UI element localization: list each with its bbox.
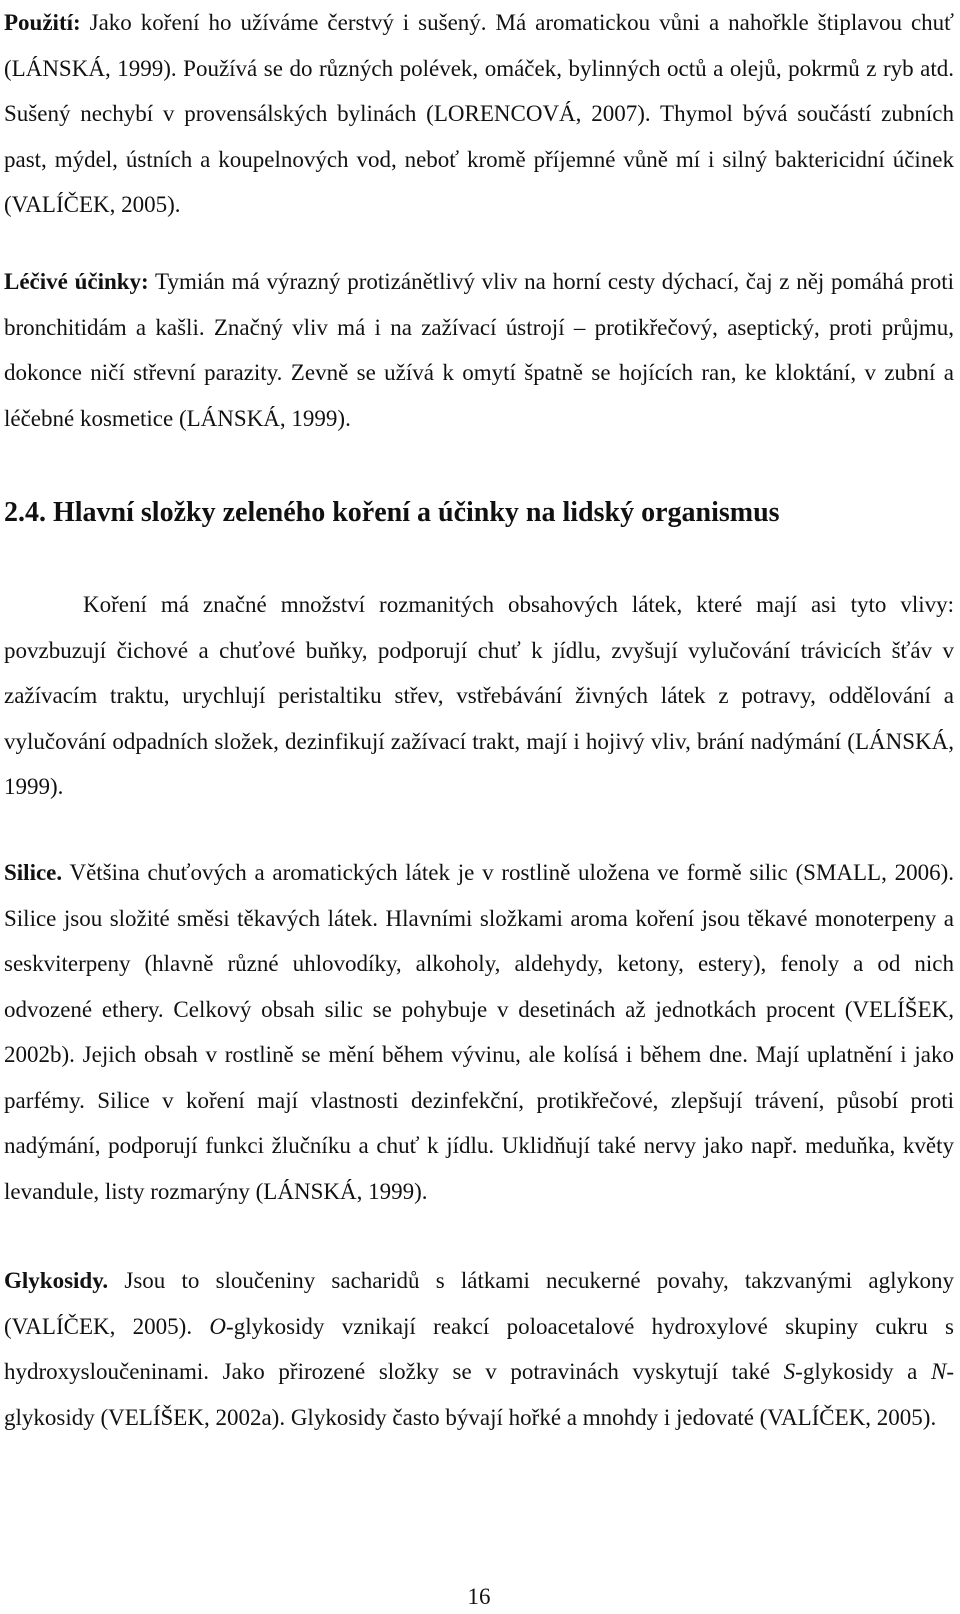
paragraph-text: Většina chuťových a aromatických látek je v rostlině uložena ve formě silic (SMALL, 2006). Silice jsou složité směsi těkavých látek. Hlavními složkami aroma koření jsou těkavé monoterpeny a seskviterpeny (hlavně různé uhlovodíky, alkoholy, aldehydy, ketony, estery), fenoly a od nich odvozené ethery. Celkový obsah silic se pohybuje v desetinách až jednotkách procent (VELÍŠEK, 2002b). Jejich obsah v rostlině se mění během vývinu, ale kolísá i během dne. Mají uplatnění i jako parfémy. Silice v koření mají vlastnosti dezinfekční, protikřečové, zlepšují trávení, působí proti nadýmání, podporují funkci žlučníku a chuť k jídlu. Uklidňují také nervy jako např. meduňka, květy levandule, listy rozmarýny (LÁNSKÁ, 1999). [4,860,954,1204]
paragraph-text: Jsou to sloučeniny sacharidů s látkami necukerné povahy, takzvanými aglykony (VALÍČEK, 2005). [4,1268,954,1339]
paragraph-lecive-ucinky [4,259,954,441]
section-heading: 2.4. Hlavní složky zeleného koření a účinky na lidský organismus [4,497,780,528]
paragraph-text: -glykosidy vznikají reakcí poloacetalové hydroxylové skupiny cukru s hydroxysloučeninami. Jako přirozené složky se v potravinách vyskytují také [4,1313,954,1384]
paragraph-text: -glykosidy a [795,1359,931,1384]
paragraph-label: Použití: [4,10,81,35]
paragraph-pouziti [4,0,954,228]
paragraph-label: Glykosidy. [4,1268,109,1293]
paragraph-text: -glykosidy (VELÍŠEK, 2002a). Glykosidy často bývají hořké a mnohdy i jedovaté (VALÍČEK, 2005). [4,1359,954,1430]
italic-prefix: S [783,1359,796,1384]
italic-prefix: N [930,1359,947,1384]
document-page [4,0,954,1614]
italic-prefix: O [209,1313,227,1339]
paragraph-label: Léčivé účinky: [4,269,149,294]
paragraph-glykosidy [4,1258,954,1440]
paragraph-text: Tymián má výrazný protizánětlivý vliv na horní cesty dýchací, čaj z něj pomáhá proti bronchitidám a kašli. Značný vliv má i na zažívací ústrojí – protikřečový, aseptický, proti průjmu, dokonce ničí střevní parazity. Zevně se užívá k omytí špatně se hojících ran, ke kloktání, v zubní a léčebné kosmetice (LÁNSKÁ, 1999). [4,269,954,431]
page-number: 16 [467,1584,491,1609]
paragraph-label: Silice. [4,860,63,885]
paragraph-intro: Koření má značné množství rozmanitých obsahových látek, které mají asi tyto vlivy: povzbuzují čichové a chuťové buňky, podporují chuť k jídlu, zvyšují vylučování trávicích šťáv v zažívacím traktu, urychlují peristaltiku střev, vstřebávání živných látek z potravy, oddělování a vylučování odpadních složek, dezinfikují zažívací trakt, mají i hojivý vliv, brání nadýmání (LÁNSKÁ, 1999). [4,592,954,799]
paragraph-text: Jako koření ho užíváme čerstvý i sušený. Má aromatickou vůni a nahořkle štiplavou chuť (LÁNSKÁ, 1999). Používá se do různých polévek, omáček, bylinných octů a olejů, pokrmů z ryb atd. Sušený nechybí v provensálských bylinách (LORENCOVÁ, 2007). Thymol bývá součástí zubních past, mýdel, ústních a koupelnových vod, neboť kromě příjemné vůně mí i silný baktericidní účinek (VALÍČEK, 2005). [4,10,954,217]
paragraph-silice [4,850,954,1214]
